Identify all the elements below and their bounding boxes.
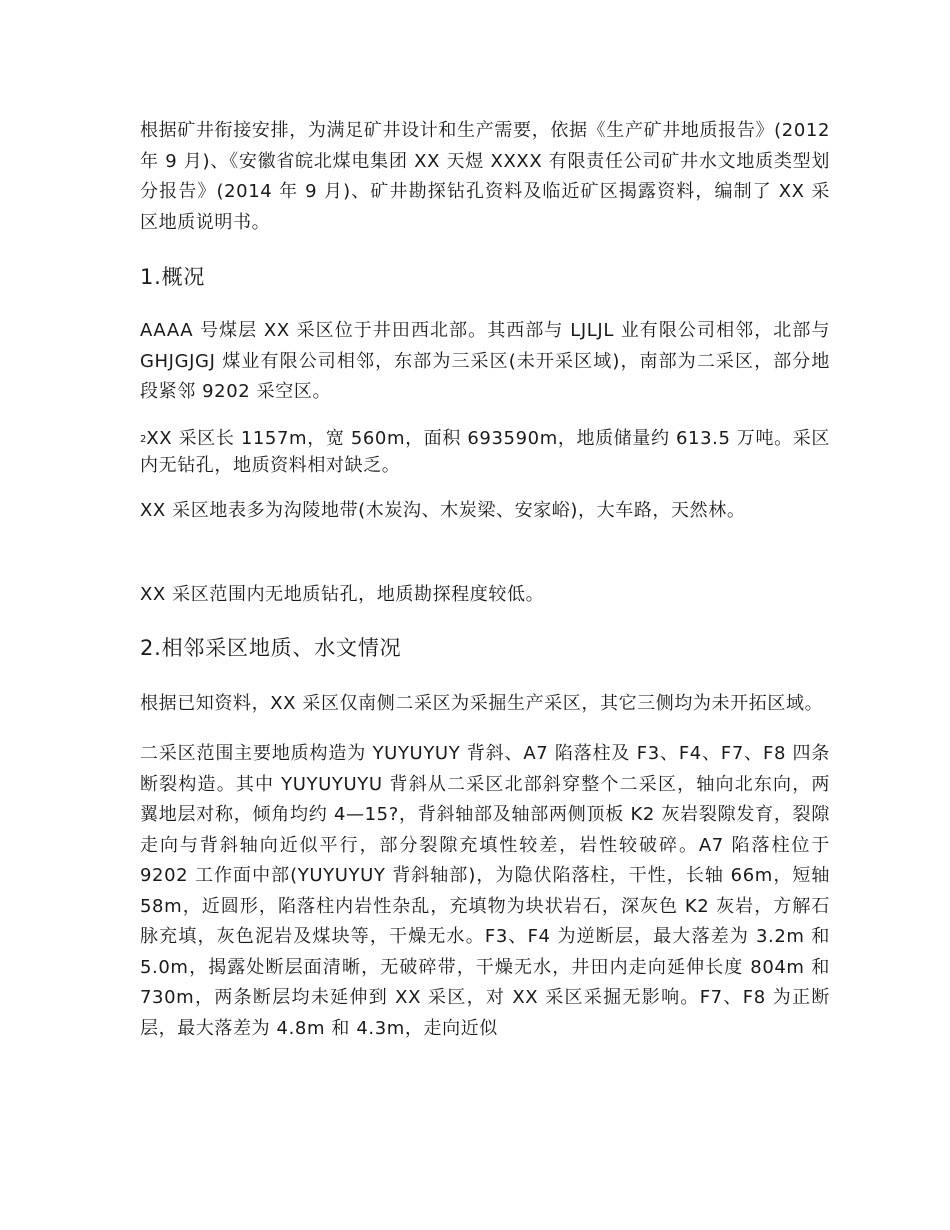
intro-paragraph: 根据矿井衔接安排，为满足矿井设计和生产需要，依据《生产矿井地质报告》(2012 年 9 月)、《安徽省皖北煤电集团 XX 天煜 XXXX 有限责任公司矿井水文地质类型划分报告》(2014 年 9 月)、矿井勘探钻孔资料及临近矿区揭露资料，编制了 XX 采区地质说明书。	[140, 120, 830, 233]
superscript-marker: 2	[140, 433, 147, 445]
location-paragraph: AAAA 号煤层 XX 采区位于井田西北部。其西部与 LJLJL 业有限公司相邻，北部与 GHJGJGJ 煤业有限公司相邻，东部为三采区(未开采区域)，南部为二采区，部分地段紧邻 9202 采空区。	[140, 320, 830, 402]
size-text: XX 采区长 1157m，宽 560m，面积 693590m，地质储量约 613.5 万吨。采区内无钻孔，地质资料相对缺乏。	[140, 427, 830, 476]
size-paragraph	[140, 426, 830, 479]
adjacent-intro-paragraph: 根据已知资料，XX 采区仅南侧二采区为采掘生产采区，其它三侧均为未开拓区域。	[140, 692, 824, 714]
exploration-paragraph: XX 采区范围内无地质钻孔，地质勘探程度较低。	[140, 584, 545, 605]
structure-paragraph: 二采区范围主要地质构造为 YUYUYUY 背斜、A7 陷落柱及 F3、F4、F7、F8 四条断裂构造。其中 YUYUYUYU 背斜从二采区北部斜穿整个二采区，轴向北东向，两翼地层对称，倾角均约 4—15?，背斜轴部及轴部两侧顶板 K2 灰岩裂隙发育，裂隙走向与背斜轴向近似平行，部分裂隙充填性较差，岩性较破碎。A7 陷落柱位于 9202 工作面中部(YUYUYUY 背斜轴部)，为隐伏陷落柱，干性，长轴 66m，短轴 58m，近圆形，陷落柱内岩性杂乱，充填物为块状岩石，深灰色 K2 灰岩，方解石脉充填，灰色泥岩及煤块等，干燥无水。F3、F4 为逆断层，最大落差为 3.2m 和 5.0m，揭露处断层面清晰，无破碎带，干燥无水，井田内走向延伸长度 804m 和 730m，两条断层均未延伸到 XX 采区，对 XX 采区采掘无影响。F7、F8 为正断层，最大落差为 4.8m 和 4.3m，走向近似	[140, 743, 830, 1039]
document-page	[140, 116, 830, 1044]
section-2-heading: 2.相邻采区地质、水文情况	[140, 635, 402, 660]
surface-paragraph: XX 采区地表多为沟陵地带(木炭沟、木炭梁、安家峪)，大车路，天然林。	[140, 499, 746, 521]
section-1-heading: 1.概况	[140, 265, 206, 289]
